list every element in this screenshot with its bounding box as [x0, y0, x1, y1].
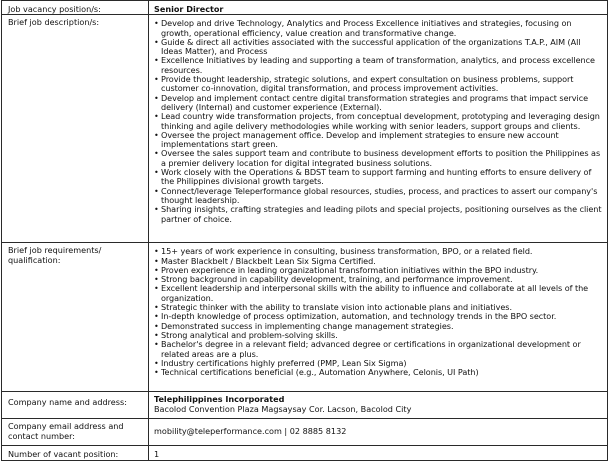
requirement-item: • Excellent leadership and interpersonal skills with the ability to influence and collaborate at all levels of the organization.	[154, 284, 603, 303]
vacancies-label: Number of vacant position:	[2, 446, 149, 460]
company-row	[2, 392, 608, 419]
requirements-cell	[149, 243, 608, 392]
requirements-list	[154, 247, 603, 377]
description-item: • Develop and implement contact centre digital transformation strategies and programs that impact service delivery (Internal) and customer experience (External).	[154, 94, 603, 113]
requirement-item: • Strategic thinker with the ability to translate vision into actionable plans and initiatives.	[154, 303, 603, 312]
description-item: • Sharing insights, crafting strategies and leading pilots and special projects, positioning ourselves as the client partner of choice.	[154, 205, 603, 224]
requirement-item: • Technical certifications beneficial (e.g., Automation Anywhere, Celonis, UI Path)	[154, 368, 603, 377]
description-list	[154, 19, 603, 224]
contact-label: Company email address and contact number:	[2, 419, 149, 446]
description-label: Brief job description/s:	[2, 15, 149, 243]
position-row	[2, 1, 608, 15]
description-item: • Develop and drive Technology, Analytics and Process Excellence initiatives and strategies, focusing on growth, operational efficiency, value creation and transformative change.	[154, 19, 603, 38]
description-item: • Oversee the sales support team and contribute to business development efforts to position the Philippines as a premier delivery location for digital integrated business solutions.	[154, 149, 603, 168]
company-label: Company name and address:	[2, 392, 149, 419]
requirement-item: • Bachelor's degree in a relevant field; advanced degree or certifications in organizational development or related areas are a plus.	[154, 340, 603, 359]
contact-row	[2, 419, 608, 446]
position-label: Job vacancy position/s:	[2, 1, 149, 15]
description-item: • Lead country wide transformation projects, from conceptual development, prototyping and leveraging design thinking and agile delivery methodologies while working with senior leaders, support groups and clients.	[154, 112, 603, 131]
vacancies-value: 1	[149, 446, 608, 460]
requirement-item: • 15+ years of work experience in consulting, business transformation, BPO, or a related field.	[154, 247, 603, 256]
contact-value: mobility@teleperformance.com | 02 8885 8132	[149, 419, 608, 446]
requirement-item: • Proven experience in leading organizational transformation initiatives within the BPO industry.	[154, 266, 603, 275]
description-item: • Oversee the project management office. Develop and implement strategies to ensure new account implementations start green.	[154, 131, 603, 150]
vacancies-row	[2, 446, 608, 460]
description-item: • Work closely with the Operations & BDST team to support farming and hunting efforts to ensure delivery of the Philippines divisional growth targets.	[154, 168, 603, 187]
requirement-item: • Industry certifications highly preferred (PMP, Lean Six Sigma)	[154, 359, 603, 368]
description-item: • Provide thought leadership, strategic solutions, and expert consultation on business problems, support customer co-innovation, digital transformation, and process improvement activities.	[154, 75, 603, 94]
description-item: • Excellence Initiatives by leading and supporting a team of transformation, analytics, and process excellence resources.	[154, 56, 603, 75]
description-item: • Guide & direct all activities associated with the successful application of the organizations T.A.P., AIM (All Ideas Matter), and Process	[154, 38, 603, 57]
description-row	[2, 15, 608, 243]
requirement-item: • Demonstrated success in implementing change management strategies.	[154, 322, 603, 331]
requirement-item: • Strong analytical and problem-solving skills.	[154, 331, 603, 340]
description-cell	[149, 15, 608, 243]
requirement-item: • Master Blackbelt / Blackbelt Lean Six Sigma Certified.	[154, 257, 603, 266]
job-vacancy-table	[1, 0, 608, 461]
requirement-item: • Strong background in capability development, training, and performance improvement.	[154, 275, 603, 284]
requirement-item: • In-depth knowledge of process optimization, automation, and technology trends in the BPO sector.	[154, 312, 603, 321]
company-cell	[149, 392, 608, 419]
requirements-label: Brief job requirements/ qualification:	[2, 243, 149, 392]
position-value: Senior Director	[149, 1, 608, 15]
company-address: Bacolod Convention Plaza Magsaysay Cor. Lacson, Bacolod City	[154, 403, 412, 414]
company-name: Telephilippines Incorporated	[154, 394, 285, 405]
description-item: • Connect/leverage Teleperformance global resources, studies, process, and practices to assert our company's thought leadership.	[154, 187, 603, 206]
requirements-row	[2, 243, 608, 392]
